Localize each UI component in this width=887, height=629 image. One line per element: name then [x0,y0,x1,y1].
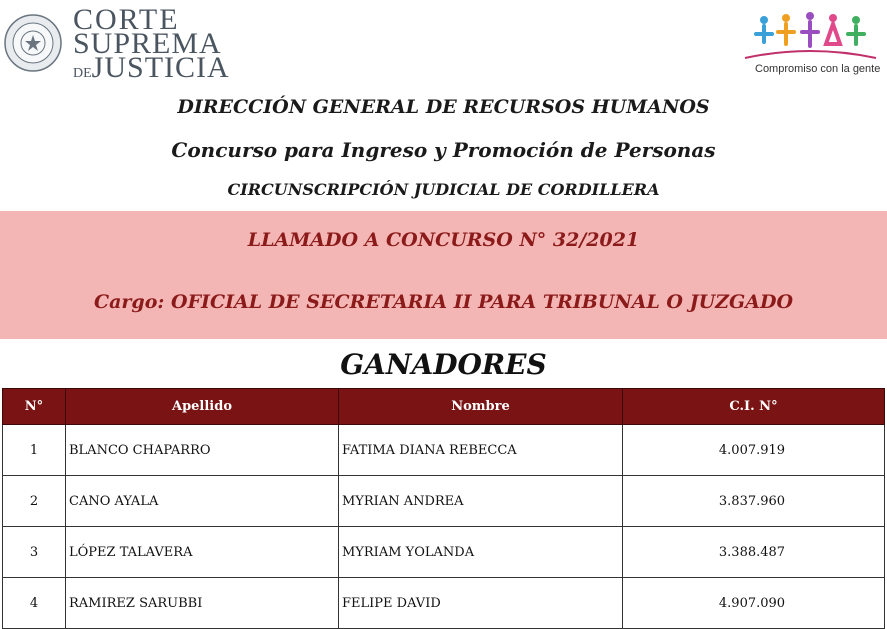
row-name: MYRIAN ANDREA [339,476,623,527]
column-header-number: N° [3,389,66,425]
row-ci: 3.837.960 [623,476,885,527]
table-row [3,425,885,476]
row-number: 1 [3,425,66,476]
row-name: FELIPE DAVID [339,578,623,629]
table-row [3,527,885,578]
row-ci: 3.388.487 [623,527,885,578]
circumscription-title: CIRCUNSCRIPCIÓN JUDICIAL DE CORDILLERA [227,180,660,199]
row-surname: RAMIREZ SARUBBI [66,578,339,629]
campaign-slogan: Compromiso con la gente [755,63,881,75]
winners-heading: GANADORES [340,348,547,381]
row-name: MYRIAM YOLANDA [339,527,623,578]
row-surname: BLANCO CHAPARRO [66,425,339,476]
table-header-row [3,389,885,425]
page-header [0,0,887,90]
row-number: 2 [3,476,66,527]
row-surname: LÓPEZ TALAVERA [66,527,339,578]
contest-title: Concurso para Ingreso y Promoción de Personas [171,138,716,162]
row-number: 3 [3,527,66,578]
winners-table [2,388,885,629]
court-logo-text: CORTE SUPREMA DEJUSTICIA [73,3,230,84]
table-row [3,476,885,527]
row-surname: CANO AYALA [66,476,339,527]
table-row [3,578,885,629]
direction-title: DIRECCIÓN GENERAL DE RECURSOS HUMANOS [177,96,710,118]
column-header-name: Nombre [339,389,623,425]
row-name: FATIMA DIANA REBECCA [339,425,623,476]
call-number: LLAMADO A CONCURSO N° 32/2021 [247,229,640,251]
row-number: 4 [3,578,66,629]
row-ci: 4.907.090 [623,578,885,629]
column-header-ci: C.I. N° [623,389,885,425]
court-seal-icon [3,13,63,73]
call-position: Cargo: OFICIAL DE SECRETARIA II PARA TRIBUNAL O JUZGADO [93,291,794,313]
row-ci: 4.007.919 [623,425,885,476]
column-header-surname: Apellido [66,389,339,425]
